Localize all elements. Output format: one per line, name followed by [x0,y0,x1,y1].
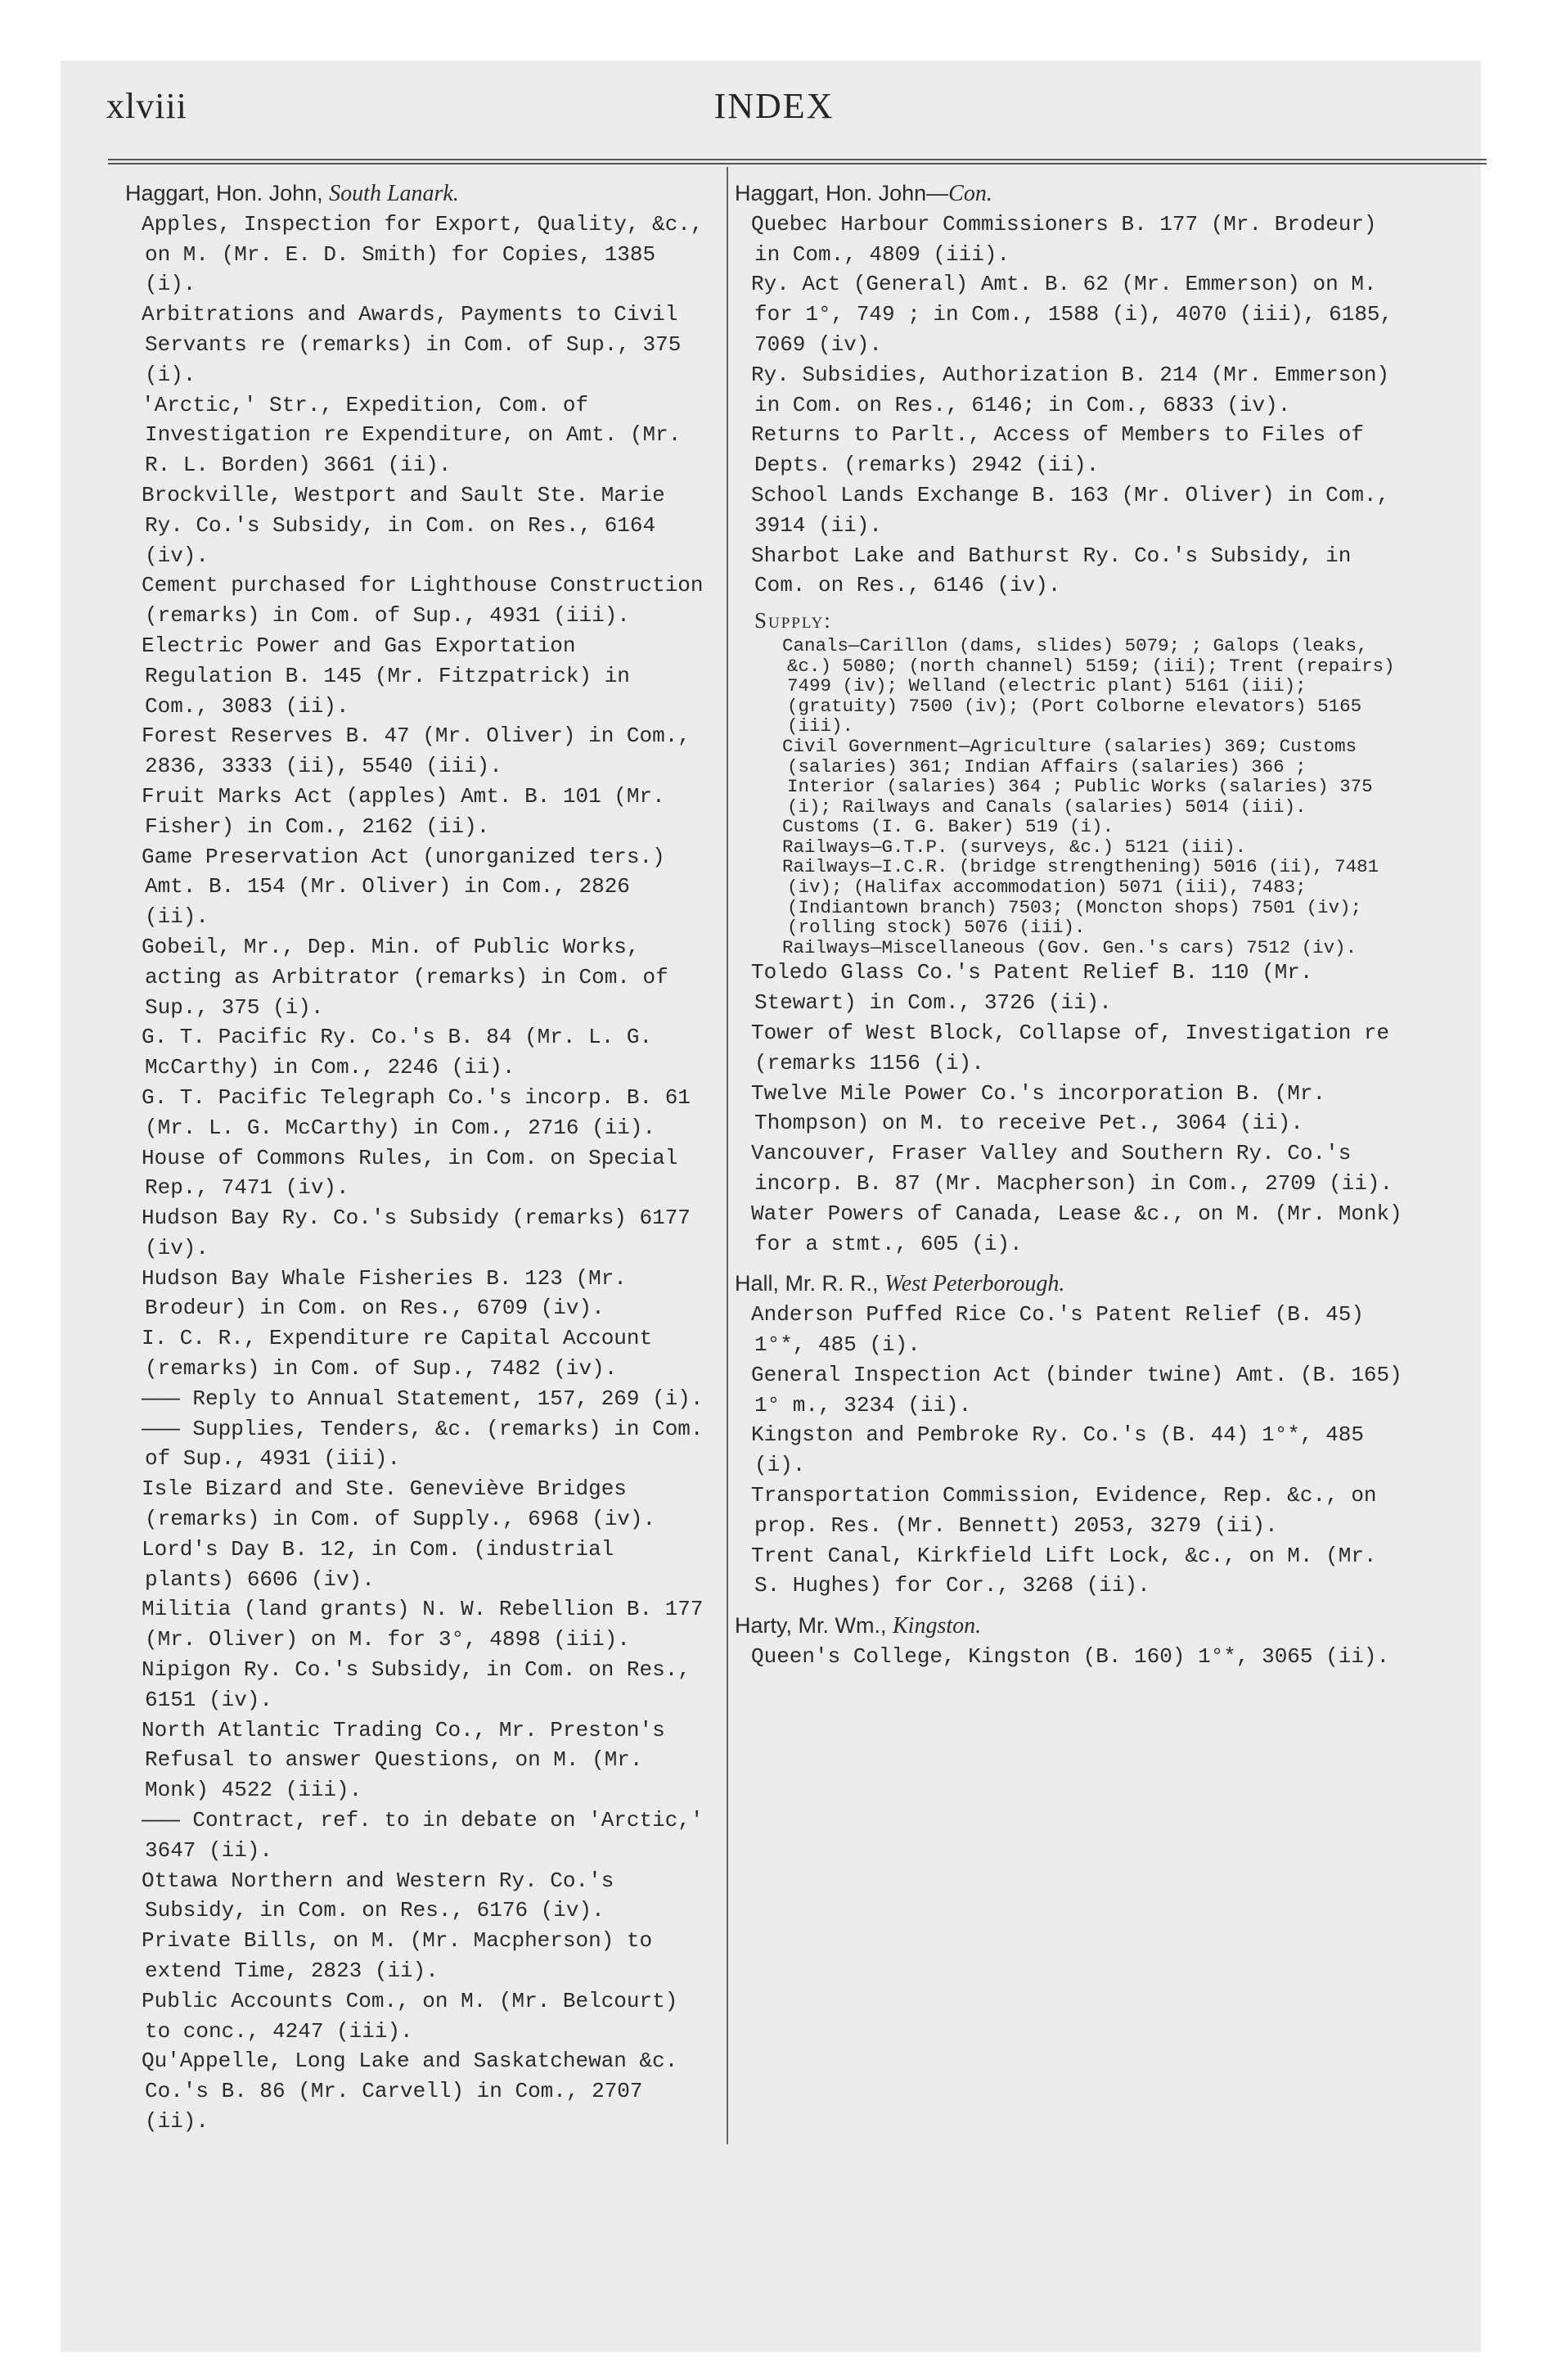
page-title: INDEX [713,86,835,126]
index-entry: Trent Canal, Kirkfield Lift Lock, &c., on M. (Mr. S. Hughes) for Cor., 3268 (ii). [751,1543,1377,1598]
index-entry: Militia (land grants) N. W. Rebellion B. 177 (Mr. Oliver) on M. for 3°, 4898 (iii). [142,1597,704,1652]
heading-continued: Con. [948,181,992,206]
index-heading [735,1269,1406,1300]
header-double-rule [108,159,1487,165]
column-divider [727,167,728,2144]
heading-constituency: Kingston. [893,1613,982,1639]
supply-entry: Canals—Carillon (dams, slides) 5079; ; Galops (leaks, &c.) 5080; (north channel) 5159; (iii); Trent (repairs) 7499 (iv); Welland (electric plant) 5161 (iii); (gratuity) 7500 (iv); (Port Colborne elevators) 5165 (iii). [782,634,1395,737]
index-entry: ——— Supplies, Tenders, &c. (remarks) in Com. of Sup., 4931 (iii). [142,1416,704,1472]
index-entry: I. C. R., Expenditure re Capital Account (remarks) in Com. of Sup., 7482 (iv). [142,1326,653,1382]
index-entry: General Inspection Act (binder twine) Amt. (B. 165) 1° m., 3234 (ii). [751,1362,1402,1418]
supply-entry: Civil Government—Agriculture (salaries) 369; Customs (salaries) 361; Indian Affairs (salaries) 366 ; Interior (salaries) 364 ; Public Works (salaries) 375 (i); Railways and Canals (salaries) 5014 (iii). [782,735,1373,818]
index-entry: Tower of West Block, Collapse of, Investigation re (remarks 1156 (i). [751,1021,1390,1075]
index-entry: Hudson Bay Ry. Co.'s Subsidy (remarks) 6177 (iv). [142,1206,691,1260]
index-heading [735,178,1406,210]
index-entry: Cement purchased for Lighthouse Construction (remarks) in Com. of Sup., 4931 (iii). [142,573,704,629]
index-entry: Lord's Day B. 12, in Com. (industrial plants) 6606 (iv). [142,1536,614,1592]
supply-subheading: Supply: [754,608,832,633]
index-heading [735,1611,1406,1642]
index-entry: Brockville, Westport and Sault Ste. Marie Ry. Co.'s Subsidy, in Com. on Res., 6164 (iv). [142,482,665,568]
index-entry: G. T. Pacific Ry. Co.'s B. 84 (Mr. L. G. McCarthy) in Com., 2246 (ii). [142,1025,653,1080]
page-number: xlviii [106,86,187,126]
index-entry: Hudson Bay Whale Fisheries B. 123 (Mr. Brodeur) in Com. on Res., 6709 (iv). [142,1265,627,1321]
index-entry: 'Arctic,' Str., Expedition, Com. of Investigation re Expenditure, on Amt. (Mr. R. L. Borden) 3661 (ii). [142,392,682,478]
index-entry: North Atlantic Trading Co., Mr. Preston's Refusal to answer Questions, on M. (Mr. Monk) 4522 (iii). [142,1717,665,1803]
index-entry: Game Preservation Act (unorganized ters.) Amt. B. 154 (Mr. Oliver) in Com., 2826 (ii). [142,844,665,930]
index-entry: Nipigon Ry. Co.'s Subsidy, in Com. on Res., 6151 (iv). [142,1657,691,1712]
supply-entry: Railways—Miscellaneous (Gov. Gen.'s cars) 7512 (iv). [782,936,1357,958]
index-entry: Quebec Harbour Commissioners B. 177 (Mr. Brodeur) in Com., 4809 (iii). [751,211,1377,267]
heading-name: Haggart, Hon. John, [125,181,323,205]
right-column [735,178,1406,1672]
heading-name: Hall, Mr. R. R., [735,1271,879,1296]
supply-entry: Railways—G.T.P. (surveys, &c.) 5121 (iii). [782,836,1247,858]
index-entry: Public Accounts Com., on M. (Mr. Belcourt) to conc., 4247 (iii). [142,1988,678,2044]
index-entry: Arbitrations and Awards, Payments to Civil Servants re (remarks) in Com. of Sup., 375 (i). [142,302,682,387]
index-entry: Vancouver, Fraser Valley and Southern Ry. Co.'s incorp. B. 87 (Mr. Macpherson) in Com., 2709 (ii). [751,1141,1393,1197]
index-entry: Queen's College, Kingston (B. 160) 1°*, 3065 (ii). [751,1643,1390,1669]
index-entry: Ry. Act (General) Amt. B. 62 (Mr. Emmerson) on M. for 1°, 749 ; in Com., 1588 (i), 4070 (iii), 6185, 7069 (iv). [751,272,1393,357]
index-entry: Qu'Appelle, Long Lake and Saskatchewan &c. Co.'s B. 86 (Mr. Carvell) in Com., 2707 (ii). [142,2049,678,2134]
index-entry: Ottawa Northern and Western Ry. Co.'s Subsidy, in Com. on Res., 6176 (iv). [142,1868,614,1923]
left-column [125,178,706,2137]
index-entry: G. T. Pacific Telegraph Co.'s incorp. B. 61 (Mr. L. G. McCarthy) in Com., 2716 (ii). [142,1084,691,1140]
index-entry: Private Bills, on M. (Mr. Macpherson) to extend Time, 2823 (ii). [142,1928,653,1984]
heading-name: Harty, Mr. Wm., [735,1613,887,1639]
index-entry: Twelve Mile Power Co.'s incorporation B. (Mr. Thompson) on M. to receive Pet., 3064 (ii). [751,1080,1326,1136]
index-entry: Anderson Puffed Rice Co.'s Patent Relief (B. 45) 1°*, 485 (i). [751,1302,1364,1358]
index-heading [125,178,706,210]
index-entry: Electric Power and Gas Exportation Regulation B. 145 (Mr. Fitzpatrick) in Com., 3083 (ii). [142,633,630,719]
index-entry: Toledo Glass Co.'s Patent Relief B. 110 (Mr. Stewart) in Com., 3726 (ii). [751,960,1313,1016]
supply-entry: Railways—I.C.R. (bridge strengthening) 5016 (ii), 7481 (iv); (Halifax accommodation) 5071 (iii), 7483; (Indiantown branch) 7503; (Moncton shops) 7501 (iv); (rolling stock) 5076 (iii). [782,856,1379,939]
heading-constituency: West Peterborough. [884,1271,1065,1297]
heading-name: Haggart, Hon. John— [735,181,949,205]
index-entry: ——— Contract, ref. to in debate on 'Arctic,' 3647 (ii). [142,1808,704,1863]
index-entry: Isle Bizard and Ste. Geneviève Bridges (remarks) in Com. of Supply., 6968 (iv). [142,1476,656,1532]
index-entry: Apples, Inspection for Export, Quality, &c., on M. (Mr. E. D. Smith) for Copies, 1385 (i). [142,211,704,297]
index-entry: Transportation Commission, Evidence, Rep. &c., on prop. Res. (Mr. Bennett) 2053, 3279 (ii). [751,1483,1377,1538]
index-entry: School Lands Exchange B. 163 (Mr. Oliver) in Com., 3914 (ii). [751,482,1390,538]
index-entry: House of Commons Rules, in Com. on Special Rep., 7471 (iv). [142,1145,678,1201]
index-entry: Water Powers of Canada, Lease &c., on M. (Mr. Monk) for a stmt., 605 (i). [751,1201,1402,1256]
index-entry: Forest Reserves B. 47 (Mr. Oliver) in Com., 2836, 3333 (ii), 5540 (iii). [142,723,691,779]
running-head [106,85,1442,134]
supply-entry: Customs (I. G. Baker) 519 (i). [782,816,1114,838]
index-entry: Fruit Marks Act (apples) Amt. B. 101 (Mr. Fisher) in Com., 2162 (ii). [142,783,665,839]
index-entry: Gobeil, Mr., Dep. Min. of Public Works, acting as Arbitrator (remarks) in Com. of Sup., 375 (i). [142,934,668,1020]
index-entry: Ry. Subsidies, Authorization B. 214 (Mr. Emmerson) in Com. on Res., 6146; in Com., 6833 (iv). [751,362,1390,417]
index-entry: Sharbot Lake and Bathurst Ry. Co.'s Subsidy, in Com. on Res., 6146 (iv). [751,543,1352,598]
heading-constituency: South Lanark. [329,181,459,206]
index-entry: ——— Reply to Annual Statement, 157, 269 (i). [142,1386,704,1411]
index-entry: Returns to Parlt., Access of Members to Files of Depts. (remarks) 2942 (ii). [751,422,1364,478]
index-entry: Kingston and Pembroke Ry. Co.'s (B. 44) 1°*, 485 (i). [751,1422,1364,1478]
